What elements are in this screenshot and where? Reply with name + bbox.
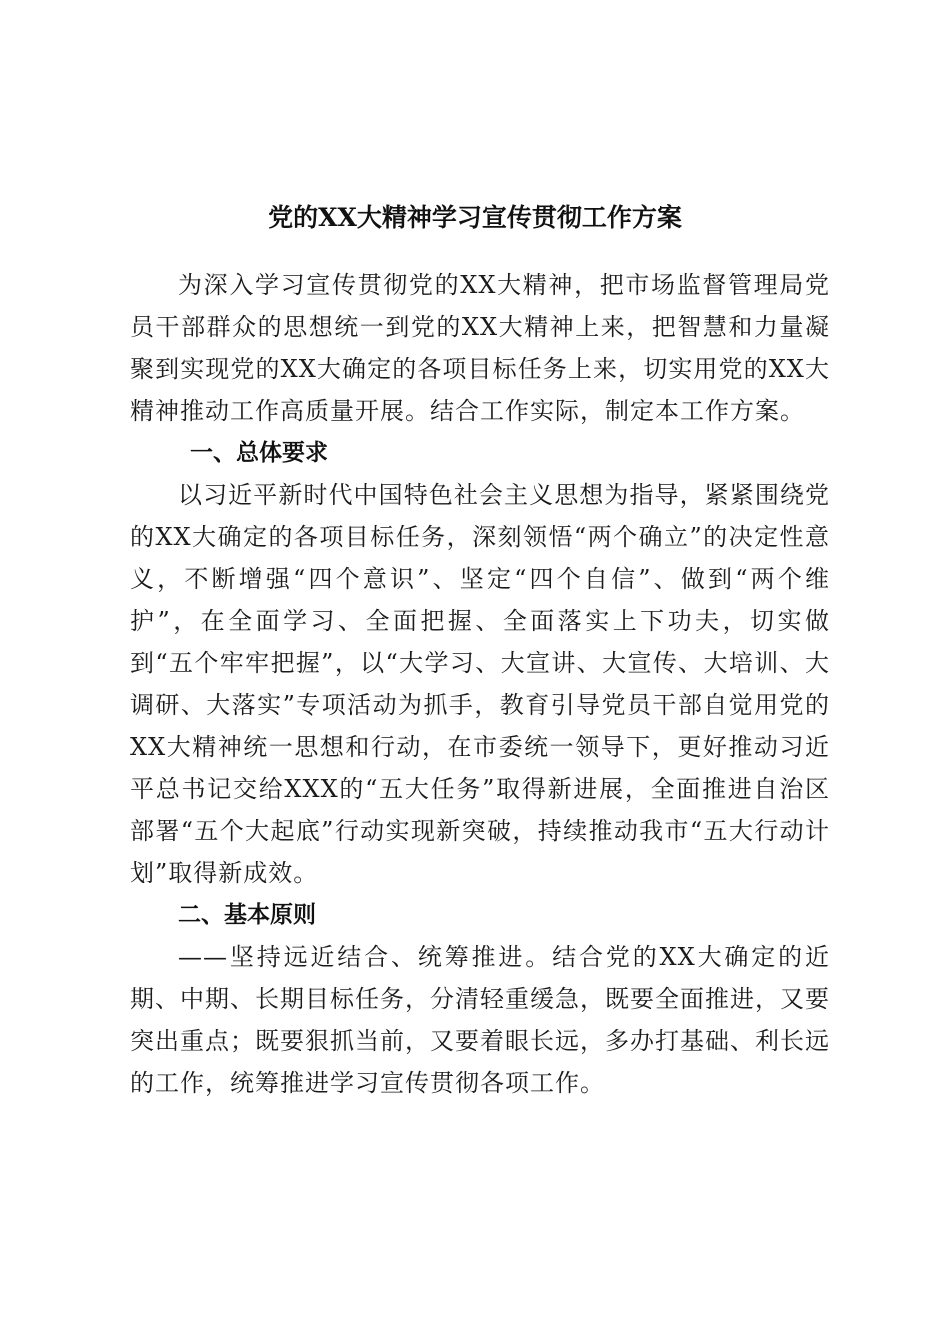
- section-body-general-requirements: 以习近平新时代中国特色社会主义思想为指导，紧紧围绕党的XX大确定的各项目标任务，深刻领悟“两个确立”的决定性意义，不断增强“四个意识”、坚定“四个自信”、做到“两个维护”，在全面学习、全面把握、全面落实上下功夫，切实做到“五个牢牢把握”，以“大学习、大宣讲、大宣传、大培训、大调研、大落实”专项活动为抓手，教育引导党员干部自觉用党的XX大精神统一思想和行动，在市委统一领导下，更好推动习近平总书记交给XXX的“五大任务”取得新进展，全面推进自治区部署“五个大起底”行动实现新突破，持续推动我市“五大行动计划”取得新成效。: [130, 481, 830, 887]
- section-body-basic-principles: ——坚持远近结合、统筹推进。结合党的XX大确定的近期、中期、长期目标任务，分清轻重缓急，既要全面推进，又要突出重点；既要狠抓当前，又要着眼长远，多办打基础、利长远的工作，统筹推进学习宣传贯彻各项工作。: [130, 943, 830, 1097]
- document-title: 党的XX大精神学习宣传贯彻工作方案: [268, 203, 682, 232]
- intro-paragraph: 为深入学习宣传贯彻党的XX大精神，把市场监督管理局党员干部群众的思想统一到党的XX大精神上来，把智慧和力量凝聚到实现党的XX大确定的各项目标任务上来，切实用党的XX大精神推动工作高质量开展。结合工作实际，制定本工作方案。: [130, 271, 830, 425]
- section-heading-general-requirements: 一、总体要求: [190, 440, 328, 466]
- section-heading-basic-principles: 二、基本原则: [178, 902, 316, 928]
- document-body: [130, 264, 830, 1104]
